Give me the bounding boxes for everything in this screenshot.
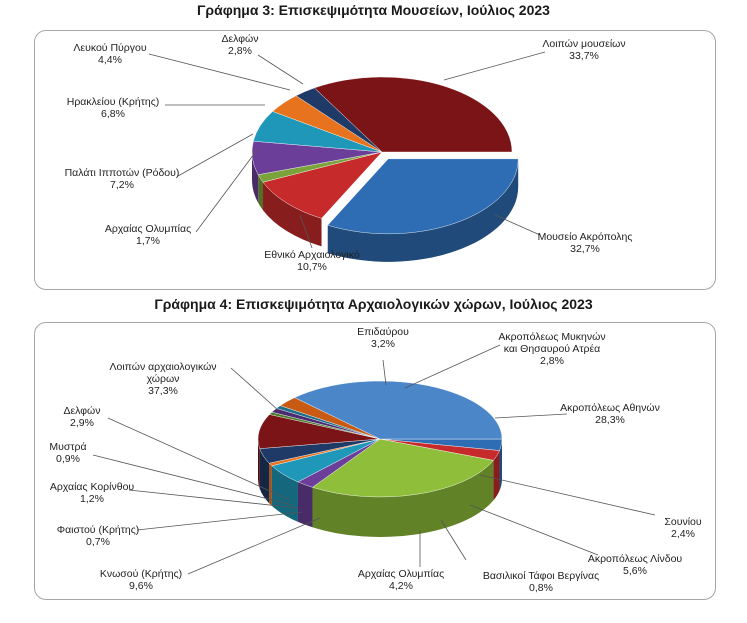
slice-label: Δελφών 2,8% <box>221 33 259 57</box>
slice-label: Μυστρά 0,9% <box>49 441 87 465</box>
slice-label: Εθνικό Αρχαιολογικό 10,7% <box>264 249 360 273</box>
leader-line <box>480 475 655 515</box>
slice-label: Ακροπόλεως Αθηνών 28,3% <box>560 402 660 426</box>
leader-line <box>149 54 290 90</box>
leader-line <box>178 134 253 176</box>
leader-line <box>258 55 303 84</box>
leader-line <box>231 368 278 410</box>
leader-line <box>196 150 257 232</box>
slice-label: Αρχαίας Κορίνθου 1,2% <box>49 481 135 505</box>
slice-label: Λοιπών μουσείων 33,7% <box>542 38 626 62</box>
slice-label: Επιδαύρου 3,2% <box>357 326 409 350</box>
slice-label: Ηρακλείου (Κρήτης) 6,8% <box>66 96 160 120</box>
leader-line <box>470 505 598 555</box>
slice-label: Κνωσού (Κρήτης) 9,6% <box>99 568 183 592</box>
slice-side <box>298 482 313 527</box>
slice-label: Ακροπόλεως Λίνδου 5,6% <box>587 553 683 577</box>
slice-label: Σουνίου 2,4% <box>664 516 702 540</box>
chart4-title: Γράφημα 4: Επισκεψιμότητα Αρχαιολογικών χώρων, Ιούλιος 2023 <box>154 296 593 312</box>
leader-line <box>441 520 466 560</box>
leader-line <box>188 518 320 574</box>
slice-label: Ακροπόλεως Μυκηνών και Θησαυρού Ατρέα 2,8% <box>498 331 606 367</box>
slice-label: Δελφών 2,9% <box>63 405 101 429</box>
slice-label: Αρχαίας Ολυμπίας 4,2% <box>357 568 445 592</box>
chart-4 <box>49 326 701 594</box>
leader-line <box>495 414 567 418</box>
slice-label: Λοιπών αρχαιολογικών χώρων 37,3% <box>109 361 217 397</box>
slice-label: Λευκού Πύργου 4,4% <box>73 42 147 66</box>
leader-line <box>444 52 545 80</box>
slice-label: Φαιστού (Κρήτης) 0,7% <box>56 524 140 548</box>
chart3-title: Γράφημα 3: Επισκεψιμότητα Μουσείων, Ιούλιος 2023 <box>197 2 550 18</box>
slice-label: Παλάτι Ιπποτών (Ρόδου) 7,2% <box>64 167 180 191</box>
slice-label: Αρχαίας Ολυμπίας 1,7% <box>104 223 192 247</box>
slice-label: Μουσείο Ακρόπολης 32,7% <box>537 231 633 255</box>
chart-3 <box>65 33 633 273</box>
leader-line <box>405 345 500 388</box>
slice-label: Βασιλικοί Τάφοι Βεργίνας 0,8% <box>482 570 600 594</box>
leader-line <box>495 215 540 235</box>
leader-line <box>137 512 302 530</box>
